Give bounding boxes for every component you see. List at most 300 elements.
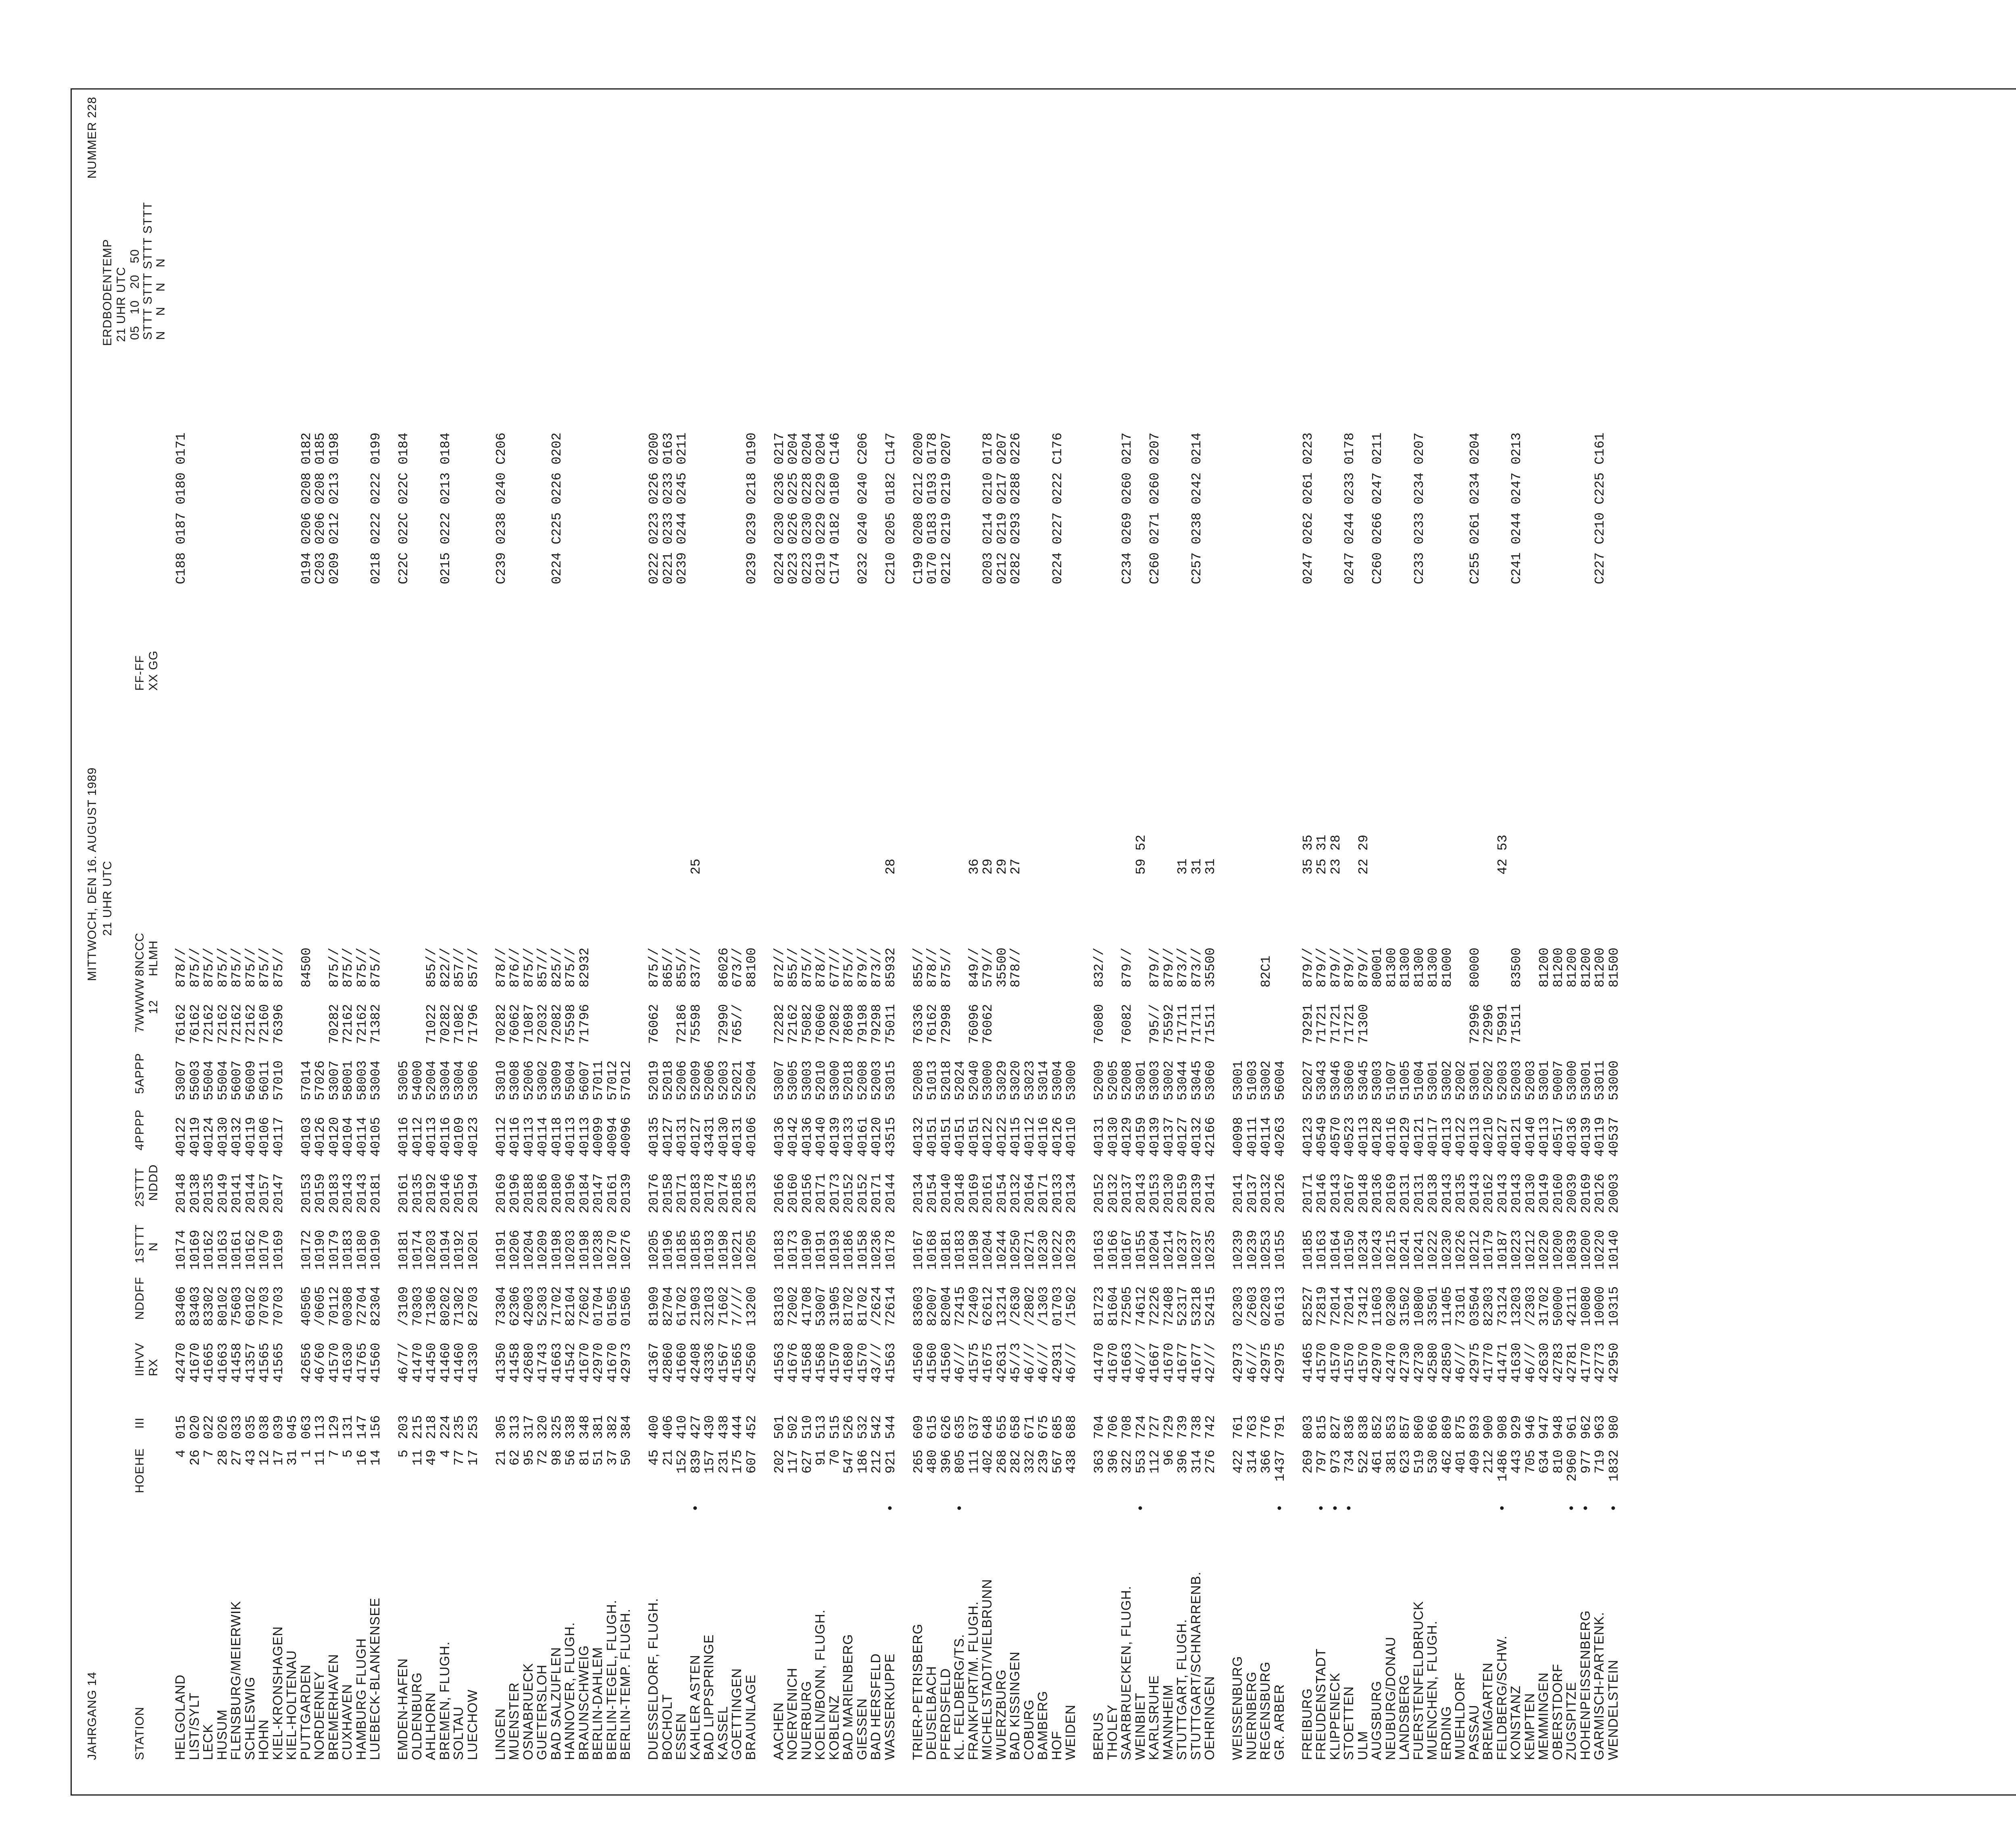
- cell-c5: 20039: [1565, 1173, 1580, 1213]
- cell-c5: 20167: [1342, 1173, 1357, 1213]
- cell-soil-temps: 0222 0223 0226 0200: [647, 432, 662, 584]
- cell-c1: 929: [1509, 1415, 1524, 1439]
- cell-c9: 875//: [841, 947, 856, 988]
- cell-c3: 01613: [1272, 1286, 1288, 1326]
- cell-c4: 10193: [827, 1229, 843, 1270]
- cell-ff: 25: [688, 858, 704, 875]
- cell-c3: 72408: [1161, 1286, 1177, 1326]
- cell-c9: 875//: [563, 947, 578, 988]
- cell-c2: 41676: [786, 1342, 801, 1383]
- cell-c3: 50000: [1551, 1286, 1566, 1326]
- cell-c8: 76162: [925, 1004, 940, 1044]
- cell-c4: 10253: [1259, 1229, 1274, 1270]
- cell-c7: 53007: [772, 1060, 787, 1100]
- cell-c3: 70703: [257, 1286, 272, 1326]
- cell-c9: 855//: [786, 947, 801, 988]
- cell-c1: 526: [841, 1415, 856, 1439]
- cell-c5: 20152: [855, 1173, 871, 1213]
- cell-c3: 7////: [730, 1286, 745, 1326]
- cell-c2: 41568: [800, 1342, 815, 1383]
- cell-c6: 40132: [1189, 1117, 1204, 1157]
- cell-c9: 873//: [1175, 947, 1190, 988]
- cell-c6: 43431: [702, 1117, 717, 1157]
- cell-c9: 86026: [716, 947, 731, 988]
- col-station: STATION: [133, 1706, 146, 1760]
- col-7wwww: 7WWWW: [133, 978, 146, 1033]
- group-spacer: [1620, 342, 1634, 1760]
- cell-c2: 41675: [981, 1342, 996, 1383]
- cell-c5: 20135: [744, 1173, 759, 1213]
- cell-c9: 875//: [800, 947, 815, 988]
- cell-c1: 033: [229, 1415, 244, 1439]
- cell-c1: 838: [1356, 1415, 1371, 1439]
- cell-c4: 10183: [953, 1229, 968, 1270]
- cell-c5: 20185: [730, 1173, 745, 1213]
- cell-c9: 879//: [1120, 947, 1135, 988]
- station-group: [772, 342, 897, 1760]
- table-row: [1370, 342, 1384, 1760]
- cell-c6: 40117: [271, 1117, 286, 1157]
- cell-c4: 10201: [466, 1229, 481, 1270]
- cell-c9: 855//: [424, 947, 439, 988]
- cell-c2: 42560: [744, 1342, 759, 1383]
- cell-c4: 10206: [508, 1229, 523, 1270]
- table-row: [1161, 342, 1175, 1760]
- cell-c1: 980: [1606, 1415, 1622, 1439]
- cell-c4: 10204: [981, 1229, 996, 1270]
- cell-c4: 10237: [1189, 1229, 1204, 1270]
- cell-c4: 10164: [1328, 1229, 1343, 1270]
- cell-c4: 10170: [257, 1229, 272, 1270]
- cell-c5: 20143: [341, 1173, 356, 1213]
- cell-station: MUENSTER: [506, 1682, 521, 1760]
- cell-c2: 46/7/: [396, 1342, 411, 1383]
- cell-c1: 218: [424, 1415, 439, 1439]
- cell-c4: 10230: [1439, 1229, 1455, 1270]
- cell-c1: 381: [591, 1415, 606, 1439]
- cell-c8: 71382: [369, 1004, 383, 1044]
- cell-c6: 40139: [1579, 1117, 1594, 1157]
- cell-c5: 20132: [1106, 1173, 1121, 1213]
- cell-c3: 82004: [939, 1286, 954, 1326]
- cell-c2: 41563: [883, 1342, 898, 1383]
- cell-station: BAD LIPPSPRINGE: [701, 1634, 716, 1760]
- cell-hoehe: 2960: [1565, 1450, 1580, 1482]
- report-date: MITTWOCH, DEN 16. AUGUST 1989: [85, 767, 99, 981]
- cell-c3: 82304: [369, 1286, 383, 1326]
- cell-c1: 852: [1370, 1415, 1385, 1439]
- cell-c2: 41565: [730, 1342, 745, 1383]
- cell-station: ERDING: [1438, 1706, 1454, 1760]
- table-row: [841, 342, 855, 1760]
- cell-c3: 83603: [911, 1286, 926, 1326]
- cell-c3: 83403: [187, 1286, 203, 1326]
- cell-c5: 20130: [1161, 1173, 1177, 1213]
- table-row: [911, 342, 925, 1760]
- table-row: [1203, 342, 1217, 1760]
- cell-station: STOETTEN: [1341, 1686, 1356, 1760]
- cell-c2: 42656: [299, 1342, 314, 1383]
- cell-c7: 55004: [215, 1060, 231, 1100]
- cell-hoehe: 11: [313, 1450, 328, 1466]
- cell-c7: 53001: [1579, 1060, 1594, 1100]
- cell-station: KIEL-HOLTENAU: [284, 1650, 299, 1760]
- cell-c3: 02300: [1384, 1286, 1399, 1326]
- cell-c8: 71796: [466, 1004, 481, 1044]
- table-row: [1564, 342, 1579, 1760]
- cell-c9: 82C1: [1259, 955, 1274, 988]
- table-row: [577, 342, 591, 1760]
- cell-c4: 10180: [354, 1229, 370, 1270]
- cell-c1: 963: [1593, 1415, 1608, 1439]
- cell-c6: 40116: [396, 1117, 411, 1157]
- cell-c2: 41575: [966, 1342, 982, 1383]
- cell-c6: 40113: [563, 1117, 578, 1157]
- cell-c1: 384: [619, 1415, 634, 1439]
- cell-c2: 43336: [702, 1342, 717, 1383]
- cell-c6: 40127: [660, 1117, 676, 1157]
- table-row: [1133, 342, 1148, 1760]
- cell-c1: 866: [1426, 1415, 1441, 1439]
- cell-c3: 80202: [438, 1286, 453, 1326]
- cell-c2: 42975: [1467, 1342, 1483, 1383]
- cell-c7: 53001: [1537, 1060, 1552, 1100]
- cell-c2: 42680: [521, 1342, 537, 1383]
- cell-c3: 41708: [800, 1286, 815, 1326]
- soil-temp-title: ERDBODENTEMP: [101, 239, 114, 346]
- cell-c5: 20152: [841, 1173, 856, 1213]
- cell-c6: 40106: [257, 1117, 272, 1157]
- cell-c2: 41560: [925, 1342, 940, 1383]
- cell-c5: 20156: [452, 1173, 467, 1213]
- cell-c5: 20152: [1092, 1173, 1107, 1213]
- cell-c4: 10212: [1523, 1229, 1538, 1270]
- cell-hoehe: 72: [535, 1450, 550, 1466]
- table-row: [563, 342, 577, 1760]
- cell-c7: 53000: [981, 1060, 996, 1100]
- cell-c3: 82303: [1481, 1286, 1496, 1326]
- cell-c5: 20171: [869, 1173, 884, 1213]
- cell-hoehe: 363: [1092, 1450, 1107, 1474]
- cell-c5: 20178: [702, 1173, 717, 1213]
- cell-station: OLDENBURG: [409, 1672, 424, 1760]
- cell-c4: 10186: [841, 1229, 856, 1270]
- cell-c9: 875//: [229, 947, 244, 988]
- table-row: [215, 342, 229, 1760]
- cell-ff: 59 52: [1133, 834, 1149, 875]
- cell-station: FRANKFURT/M. FLUGH.: [965, 1601, 981, 1760]
- cell-c4: 10172: [299, 1229, 314, 1270]
- cell-c7: 56004: [1272, 1060, 1288, 1100]
- cell-c1: 022: [202, 1415, 217, 1439]
- cell-c1: 947: [1537, 1415, 1552, 1439]
- cell-hoehe: 186: [855, 1450, 871, 1474]
- cell-c3: 82104: [563, 1286, 578, 1326]
- cell-c6: 40126: [313, 1117, 328, 1157]
- cell-c1: 317: [521, 1415, 537, 1439]
- cell-c5: 20144: [883, 1173, 898, 1213]
- cell-station: LUEBECK-BLANKENSEE: [367, 1597, 382, 1760]
- cell-c4: 10237: [1175, 1229, 1190, 1270]
- cell-c4: 10183: [772, 1229, 787, 1270]
- cell-c4: 10174: [174, 1229, 189, 1270]
- table-row: [827, 342, 841, 1760]
- table-row: [1050, 342, 1064, 1760]
- cell-c6: 40263: [1272, 1117, 1288, 1157]
- cell-c4: 10200: [1579, 1229, 1594, 1270]
- cell-c7: 53002: [1439, 1060, 1455, 1100]
- cell-c2: 41330: [466, 1342, 481, 1383]
- cell-station: KASSEL: [715, 1706, 730, 1760]
- cell-c4: 10168: [925, 1229, 940, 1270]
- cell-c5: 20196: [508, 1173, 523, 1213]
- cell-c7: 52005: [1106, 1060, 1121, 1100]
- cell-c6: 40112: [1022, 1117, 1037, 1157]
- cell-c7: 55003: [187, 1060, 203, 1100]
- cell-c7: 53005: [396, 1060, 411, 1100]
- cell-c1: 675: [1036, 1415, 1051, 1439]
- cell-c8: 75011: [883, 1004, 898, 1044]
- cell-c3: 52415: [1203, 1286, 1218, 1326]
- col-4pppp: 4PPPP: [133, 1109, 146, 1150]
- cell-hoehe: 462: [1439, 1450, 1455, 1474]
- table-row: [1106, 342, 1120, 1760]
- cell-c7: 53045: [1189, 1060, 1204, 1100]
- cell-c1: 961: [1565, 1415, 1580, 1439]
- cell-c3: 82007: [925, 1286, 940, 1326]
- cell-c6: 40128: [1370, 1117, 1385, 1157]
- cell-c3: /1303: [1036, 1286, 1051, 1326]
- cell-hoehe: 212: [1481, 1450, 1496, 1474]
- group-spacer: [382, 342, 396, 1760]
- cell-c8: 72162: [215, 1004, 231, 1044]
- cell-c3: 72002: [786, 1286, 801, 1326]
- cell-c1: 348: [577, 1415, 592, 1439]
- cell-station: GIESSEN: [854, 1698, 869, 1760]
- cell-c3: /3109: [396, 1286, 411, 1326]
- cell-c7: 53015: [883, 1060, 898, 1100]
- table-row: [1231, 342, 1245, 1760]
- cell-c7: 53004: [1050, 1060, 1065, 1100]
- table-row: [271, 342, 285, 1760]
- cell-c4: 10150: [1342, 1229, 1357, 1270]
- cell-c6: 40114: [1259, 1117, 1274, 1157]
- cell-c9: 875//: [939, 947, 954, 988]
- cell-c7: 56007: [229, 1060, 244, 1100]
- cell-c1: 305: [494, 1415, 509, 1439]
- cell-c2: 41770: [1481, 1342, 1496, 1383]
- cell-station: DUESSELDORF, FLUGH.: [646, 1598, 660, 1760]
- cell-c2: 41570: [855, 1342, 871, 1383]
- cell-c6: 40110: [1064, 1117, 1079, 1157]
- cell-c7: 53007: [327, 1060, 342, 1100]
- cell-mark: •: [687, 1506, 702, 1510]
- cell-c2: 42860: [660, 1342, 676, 1383]
- cell-c8: 72996: [1481, 1004, 1496, 1044]
- cell-c9: 875//: [327, 947, 342, 988]
- cell-c1: 706: [1106, 1415, 1121, 1439]
- cell-hoehe: 705: [1523, 1450, 1538, 1474]
- cell-c7: 53002: [1259, 1060, 1274, 1100]
- cell-c4: 10205: [744, 1229, 759, 1270]
- cell-c9: 876//: [508, 947, 523, 988]
- cell-station: BERLIN-TEMP. FLUGH.: [618, 1608, 633, 1760]
- cell-c6: 40113: [424, 1117, 439, 1157]
- cell-c3: 73124: [1495, 1286, 1510, 1326]
- cell-c3: 73304: [494, 1286, 509, 1326]
- cell-c2: 46///: [1454, 1342, 1468, 1383]
- cell-c2: 41350: [494, 1342, 509, 1383]
- cell-c7: 53020: [1008, 1060, 1023, 1100]
- cell-c5: 20131: [1412, 1173, 1427, 1213]
- cell-c3: 01505: [605, 1286, 620, 1326]
- cell-ff: 31: [1203, 858, 1218, 875]
- cell-c4: 10276: [619, 1229, 634, 1270]
- cell-c4: 10179: [327, 1229, 342, 1270]
- station-group: [1091, 342, 1217, 1760]
- cell-c7: 55004: [202, 1060, 217, 1100]
- cell-c3: 10315: [1606, 1286, 1622, 1326]
- cell-c7: 52003: [716, 1060, 731, 1100]
- cell-c7: 53004: [369, 1060, 383, 1100]
- cell-c4: 10198: [966, 1229, 982, 1270]
- cell-c4: 10214: [1161, 1229, 1177, 1270]
- cell-c3: 10080: [1579, 1286, 1594, 1326]
- cell-c5: 20137: [1120, 1173, 1135, 1213]
- cell-c7: 52006: [675, 1060, 689, 1100]
- cell-c5: 20134: [911, 1173, 926, 1213]
- cell-c6: 40115: [1008, 1117, 1023, 1157]
- cell-c9: 872//: [772, 947, 787, 988]
- cell-c8: 70282: [327, 1004, 342, 1044]
- cell-c5: 20135: [1454, 1173, 1468, 1213]
- cell-c7: 53001: [1467, 1060, 1483, 1100]
- cell-soil-temps: C188 0187 0180 0171: [174, 432, 189, 584]
- cell-c6: 40114: [535, 1117, 550, 1157]
- cell-c5: 20132: [1259, 1173, 1274, 1213]
- cell-c2: 41677: [1175, 1342, 1190, 1383]
- cell-c1: 452: [744, 1415, 759, 1439]
- cell-hoehe: 530: [1426, 1450, 1441, 1474]
- cell-c4: 10220: [1593, 1229, 1608, 1270]
- cell-mark: •: [1132, 1506, 1148, 1510]
- cell-c3: 72614: [883, 1286, 898, 1326]
- cell-c3: 31905: [827, 1286, 843, 1326]
- cell-c9: 855//: [675, 947, 689, 988]
- col-xx-gg: XX GG: [147, 650, 160, 691]
- cell-c1: 382: [605, 1415, 620, 1439]
- cell-soil-temps: C260 0271 0260 0207: [1148, 432, 1162, 584]
- cell-c2: 41560: [911, 1342, 926, 1383]
- cell-c5: 20149: [215, 1173, 231, 1213]
- cell-c3: 42003: [521, 1286, 537, 1326]
- cell-soil-temps: 0218 0222 0222 0199: [369, 432, 383, 584]
- cell-c8: 76062: [647, 1004, 662, 1044]
- table-row: [966, 342, 981, 1760]
- table-row: [1439, 342, 1454, 1760]
- cell-c2: 42773: [1593, 1342, 1608, 1383]
- cell-c4: 10174: [410, 1229, 425, 1270]
- cell-c8: 765//: [730, 1004, 745, 1044]
- cell-c6: 40118: [549, 1117, 564, 1157]
- cell-c9: 879//: [1342, 947, 1357, 988]
- cell-c8: 76062: [981, 1004, 996, 1044]
- cell-hoehe: 96: [1161, 1450, 1177, 1466]
- cell-hoehe: 27: [229, 1450, 244, 1466]
- cell-c4: 10198: [716, 1229, 731, 1270]
- cell-hoehe: 314: [1189, 1450, 1204, 1474]
- cell-hoehe: 1832: [1606, 1450, 1622, 1482]
- cell-c5: 20183: [688, 1173, 704, 1213]
- cell-c6: 40140: [814, 1117, 829, 1157]
- cell-c2: 41565: [257, 1342, 272, 1383]
- cell-c3: 61702: [675, 1286, 689, 1326]
- cell-c8: 78698: [841, 1004, 856, 1044]
- cell-c9: 825//: [549, 947, 564, 988]
- issue-number: NUMMER 228: [85, 96, 99, 179]
- table-row: [716, 342, 730, 1760]
- cell-hoehe: 43: [243, 1450, 258, 1466]
- cell-c4: 10179: [1481, 1229, 1496, 1270]
- cell-hoehe: 553: [1133, 1450, 1149, 1474]
- cell-c9: 857//: [452, 947, 467, 988]
- cell-station: ZUGSPITZE: [1564, 1681, 1579, 1760]
- cell-c3: 73412: [1356, 1286, 1371, 1326]
- cell-c1: 739: [1175, 1415, 1190, 1439]
- cell-c4: 10194: [438, 1229, 453, 1270]
- cell-c2: 46///: [953, 1342, 968, 1383]
- cell-c1: 156: [369, 1415, 383, 1439]
- cell-c5: 20161: [396, 1173, 411, 1213]
- col-soil-n: N N N N: [154, 258, 167, 340]
- table-row: [980, 342, 994, 1760]
- cell-station: LINGEN: [492, 1708, 508, 1760]
- cell-c3: 53007: [814, 1286, 829, 1326]
- cell-c5: 20181: [369, 1173, 383, 1213]
- cell-c5: 20153: [1148, 1173, 1162, 1213]
- cell-station: GOETTINGEN: [729, 1668, 744, 1760]
- cell-c7: 57014: [299, 1060, 314, 1100]
- cell-hoehe: 547: [841, 1450, 856, 1474]
- cell-c6: 40123: [466, 1117, 481, 1157]
- cell-c1: 444: [730, 1415, 745, 1439]
- cell-hoehe: 11: [410, 1450, 425, 1466]
- cell-c9: 875//: [521, 947, 537, 988]
- cell-station: HANNOVER, FLUGH.: [562, 1622, 577, 1760]
- cell-c8: 71721: [1342, 1004, 1357, 1044]
- cell-station: WEIDEN: [1063, 1704, 1078, 1760]
- cell-c9: 879//: [1161, 947, 1177, 988]
- cell-c5: 20159: [313, 1173, 328, 1213]
- table-row: [1064, 342, 1078, 1760]
- cell-c3: 21903: [688, 1286, 704, 1326]
- cell-station: BOCHOLT: [659, 1694, 675, 1760]
- cell-c5: 20154: [925, 1173, 940, 1213]
- cell-c1: 542: [869, 1415, 884, 1439]
- cell-station: WUERZBURG: [993, 1669, 1008, 1760]
- cell-c3: 52303: [535, 1286, 550, 1326]
- cell-hoehe: 921: [883, 1450, 898, 1474]
- cell-hoehe: 634: [1537, 1450, 1552, 1474]
- cell-c3: 31702: [1537, 1286, 1552, 1326]
- cell-c6: 40103: [299, 1117, 314, 1157]
- cell-station: GUETERSLOH: [534, 1664, 549, 1760]
- cell-c7: 52003: [1495, 1060, 1510, 1100]
- cell-c8: 79198: [855, 1004, 871, 1044]
- cell-c6: 42166: [1203, 1117, 1218, 1157]
- cell-c3: 00308: [341, 1286, 356, 1326]
- cell-mark: •: [1313, 1506, 1328, 1510]
